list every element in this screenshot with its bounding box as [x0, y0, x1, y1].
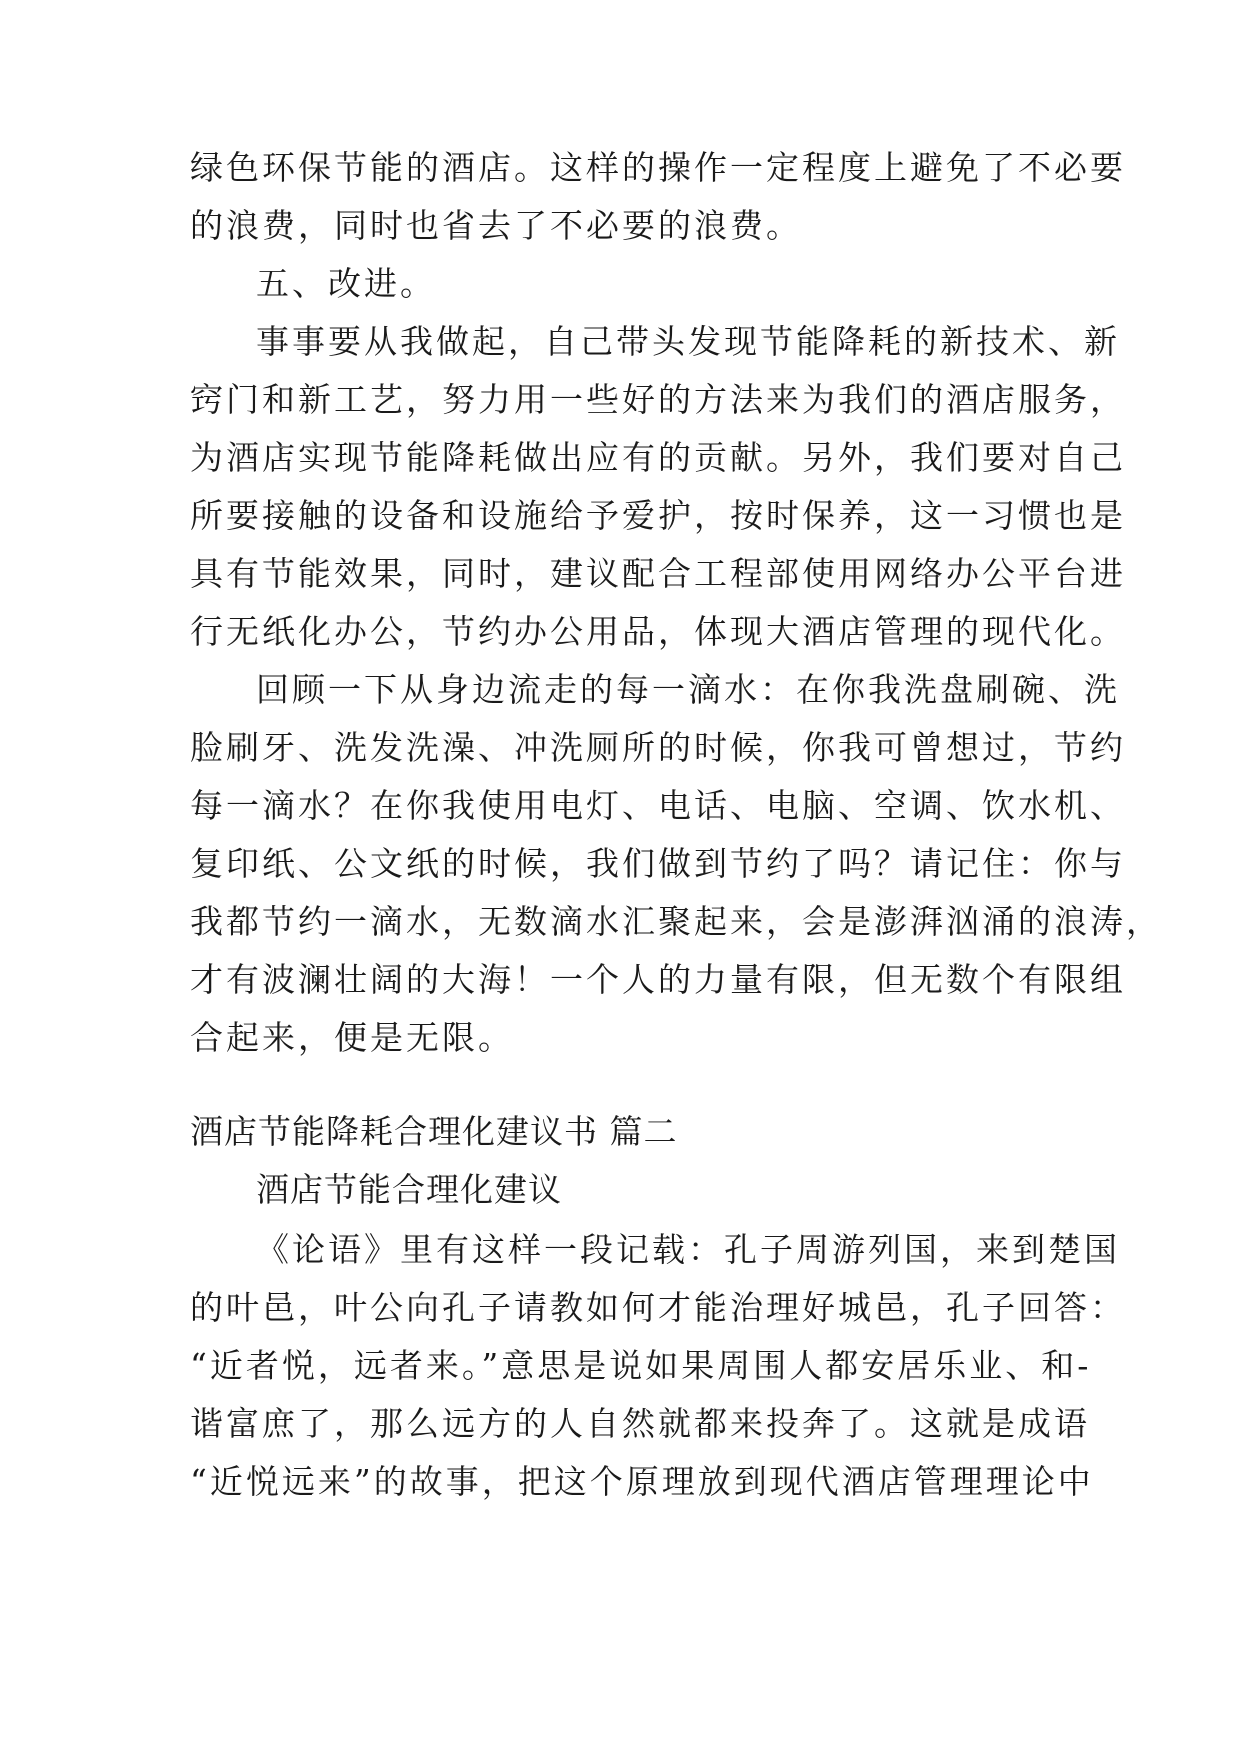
text-line: 行无纸化办公，节约办公用品，体现大酒店管理的现代化。: [190, 612, 1126, 651]
text-line: 的叶邑，叶公向孔子请教如何才能治理好城邑，孔子回答：: [190, 1288, 1126, 1327]
text-line: 回顾一下从身边流走的每一滴水：在你我洗盘刷碗、洗: [256, 670, 1120, 709]
text-line: 每一滴水？在你我使用电灯、电话、电脑、空调、饮水机、: [190, 786, 1126, 825]
section-heading: 五、改进。: [256, 264, 436, 303]
text-line: 复印纸、公文纸的时候，我们做到节约了吗？请记住：你与: [190, 844, 1126, 883]
text-line: “近悦远来”的故事，把这个原理放到现代酒店管理理论中: [190, 1462, 1094, 1501]
subtitle: 酒店节能合理化建议: [256, 1170, 562, 1209]
text-line: 为酒店实现节能降耗做出应有的贡献。另外，我们要对自己: [190, 438, 1126, 477]
text-line: 的浪费，同时也省去了不必要的浪费。: [190, 206, 802, 245]
text-line: 具有节能效果，同时，建议配合工程部使用网络办公平台进: [190, 554, 1126, 593]
text-line: 《论语》里有这样一段记载：孔子周游列国，来到楚国: [256, 1230, 1120, 1269]
text-line: 事事要从我做起，自己带头发现节能降耗的新技术、新: [256, 322, 1120, 361]
document-title: 酒店节能降耗合理化建议书 篇二: [190, 1112, 678, 1151]
text-line: 所要接触的设备和设施给予爱护，按时保养，这一习惯也是: [190, 496, 1126, 535]
text-line: 绿色环保节能的酒店。这样的操作一定程度上避免了不必要: [190, 148, 1126, 187]
text-line: 谐富庶了，那么远方的人自然就都来投奔了。这就是成语: [190, 1404, 1090, 1443]
text-line: “近者悦，远者来。”意思是说如果周围人都安居乐业、和-: [190, 1346, 1092, 1385]
text-line: 合起来，便是无限。: [190, 1018, 514, 1057]
text-line: 脸刷牙、洗发洗澡、冲洗厕所的时候，你我可曾想过，节约: [190, 728, 1126, 767]
text-line: 窍门和新工艺，努力用一些好的方法来为我们的酒店服务，: [190, 380, 1126, 419]
text-line: 才有波澜壮阔的大海！一个人的力量有限，但无数个有限组: [190, 960, 1126, 999]
text-line: 我都节约一滴水，无数滴水汇聚起来，会是澎湃汹涌的浪涛，: [190, 902, 1162, 941]
